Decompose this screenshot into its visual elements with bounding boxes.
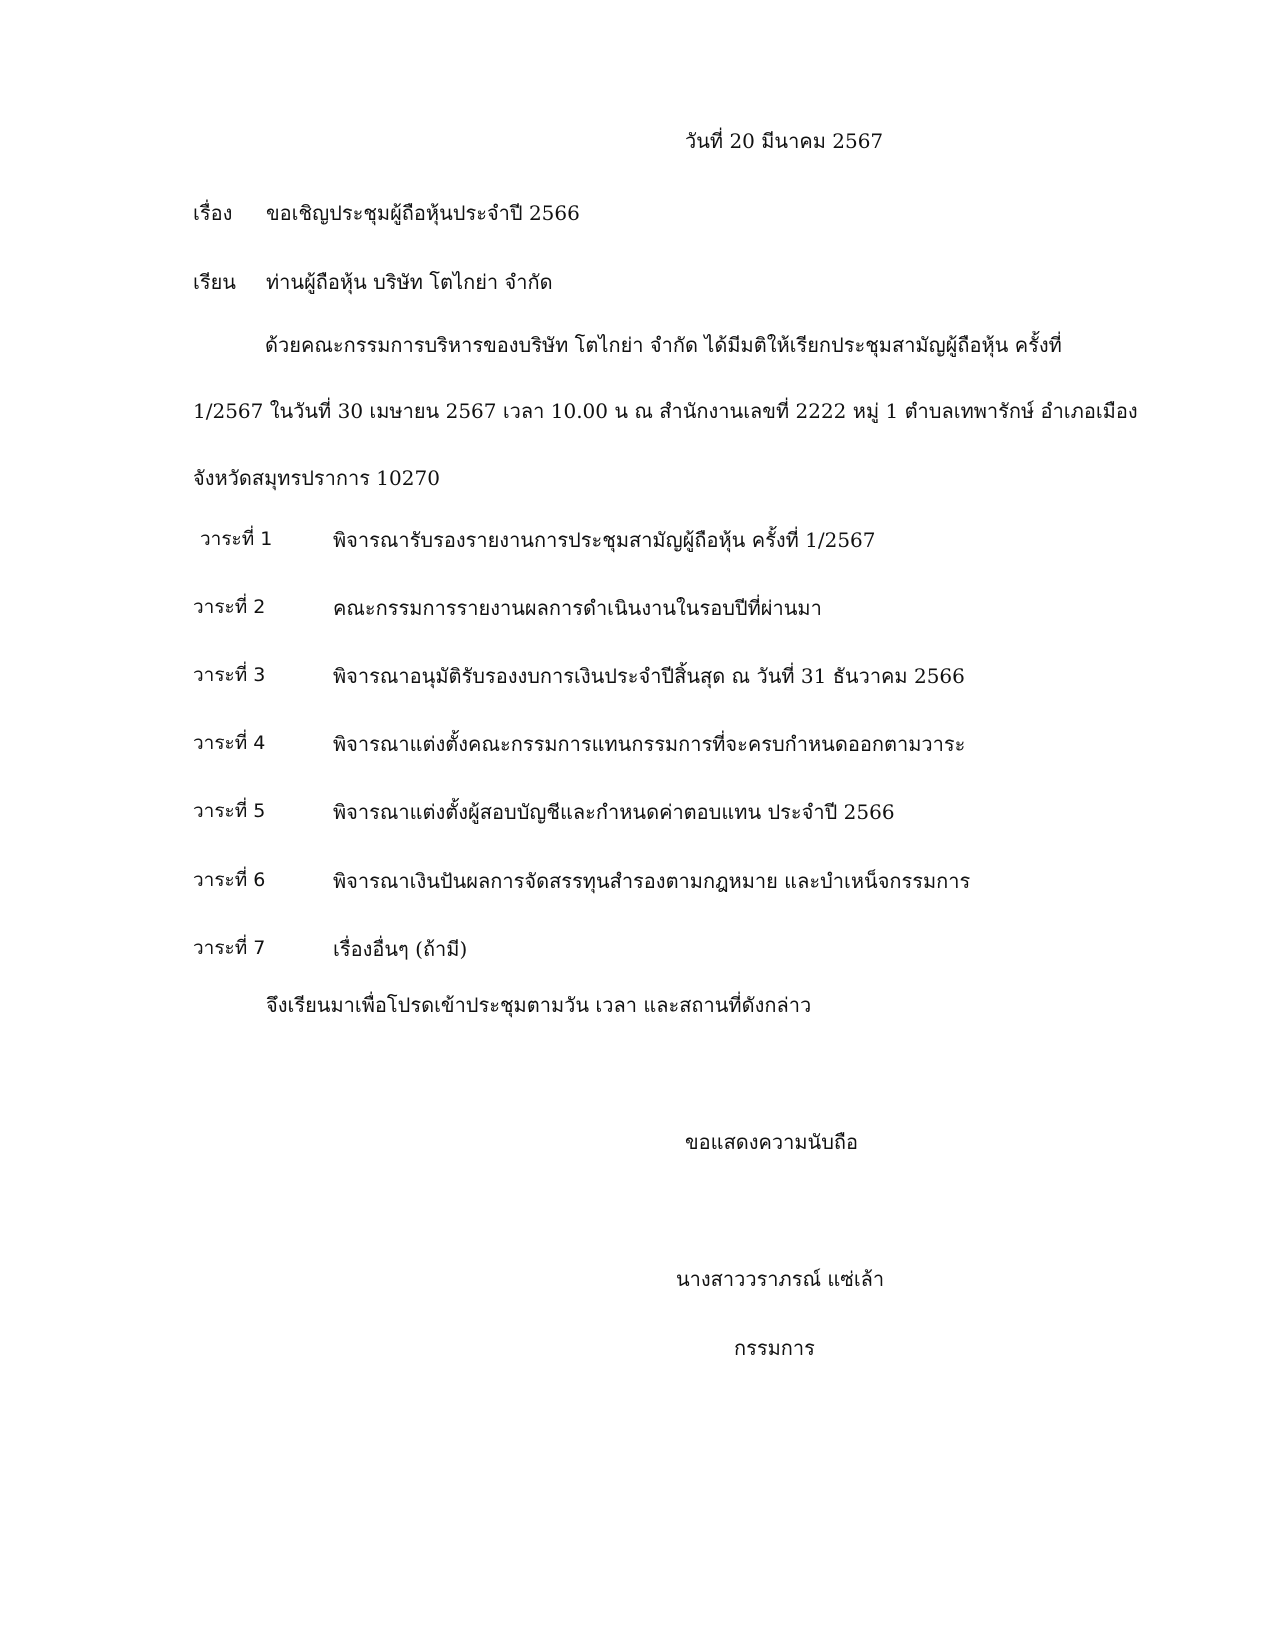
agenda-label: วาระที่ 6	[193, 869, 266, 891]
subject-value: ขอเชิญประชุมผู้ถือหุ้นประจำปี 2566	[266, 201, 580, 225]
agenda-text: พิจารณาเงินปันผลการจัดสรรทุนสำรองตามกฎหมาย และบำเหน็จกรรมการ	[333, 869, 971, 893]
recipient-value: ท่านผู้ถือหุ้น บริษัท โตไกย่า จำกัด	[266, 270, 553, 294]
agenda-text: พิจารณาอนุมัติรับรองงบการเงินประจำปีสิ้นสุด ณ วันที่ 31 ธันวาคม 2566	[333, 664, 965, 688]
agenda-label: วาระที่ 5	[193, 800, 266, 822]
subject-label: เรื่อง	[193, 201, 233, 225]
agenda-label: วาระที่ 3	[193, 664, 266, 686]
agenda-text: พิจารณาแต่งตั้งผู้สอบบัญชีและกำหนดค่าตอบแทน ประจำปี 2566	[333, 800, 895, 824]
agenda-text: เรื่องอื่นๆ (ถ้ามี)	[333, 937, 468, 961]
agenda-label: วาระที่ 4	[193, 732, 266, 754]
recipient-label: เรียน	[193, 270, 236, 294]
agenda-label: วาระที่ 2	[193, 596, 266, 618]
agenda-text: พิจารณาแต่งตั้งคณะกรรมการแทนกรรมการที่จะครบกำหนดออกตามวาระ	[333, 732, 966, 756]
agenda-text: พิจารณารับรองรายงานการประชุมสามัญผู้ถือหุ้น ครั้งที่ 1/2567	[333, 528, 876, 552]
closing-sentence: จึงเรียนมาเพื่อโปรดเข้าประชุมตามวัน เวลา และสถานที่ดังกล่าว	[266, 993, 812, 1017]
regards-line: ขอแสดงความนับถือ	[685, 1130, 859, 1154]
body-line: 1/2567 ในวันที่ 30 เมษายน 2567 เวลา 10.00 น ณ สำนักงานเลขที่ 2222 หมู่ 1 ตำบลเทพารักษ์ อำเภอเมือง	[193, 399, 1138, 423]
body-line: ด้วยคณะกรรมการบริหารของบริษัท โตไกย่า จำกัด ได้มีมติให้เรียกประชุมสามัญผู้ถือหุ้น ครั้งที่	[265, 333, 1062, 357]
signer-position: กรรมการ	[734, 1336, 815, 1360]
body-line: จังหวัดสมุทรปราการ 10270	[193, 466, 440, 490]
signer-name: นางสาววราภรณ์ แซ่เล้า	[676, 1267, 885, 1291]
agenda-label: วาระที่ 1	[200, 528, 273, 550]
agenda-text: คณะกรรมการรายงานผลการดำเนินงานในรอบปีที่ผ่านมา	[333, 596, 822, 620]
agenda-label: วาระที่ 7	[193, 937, 266, 959]
document-date: วันที่ 20 มีนาคม 2567	[685, 129, 884, 153]
